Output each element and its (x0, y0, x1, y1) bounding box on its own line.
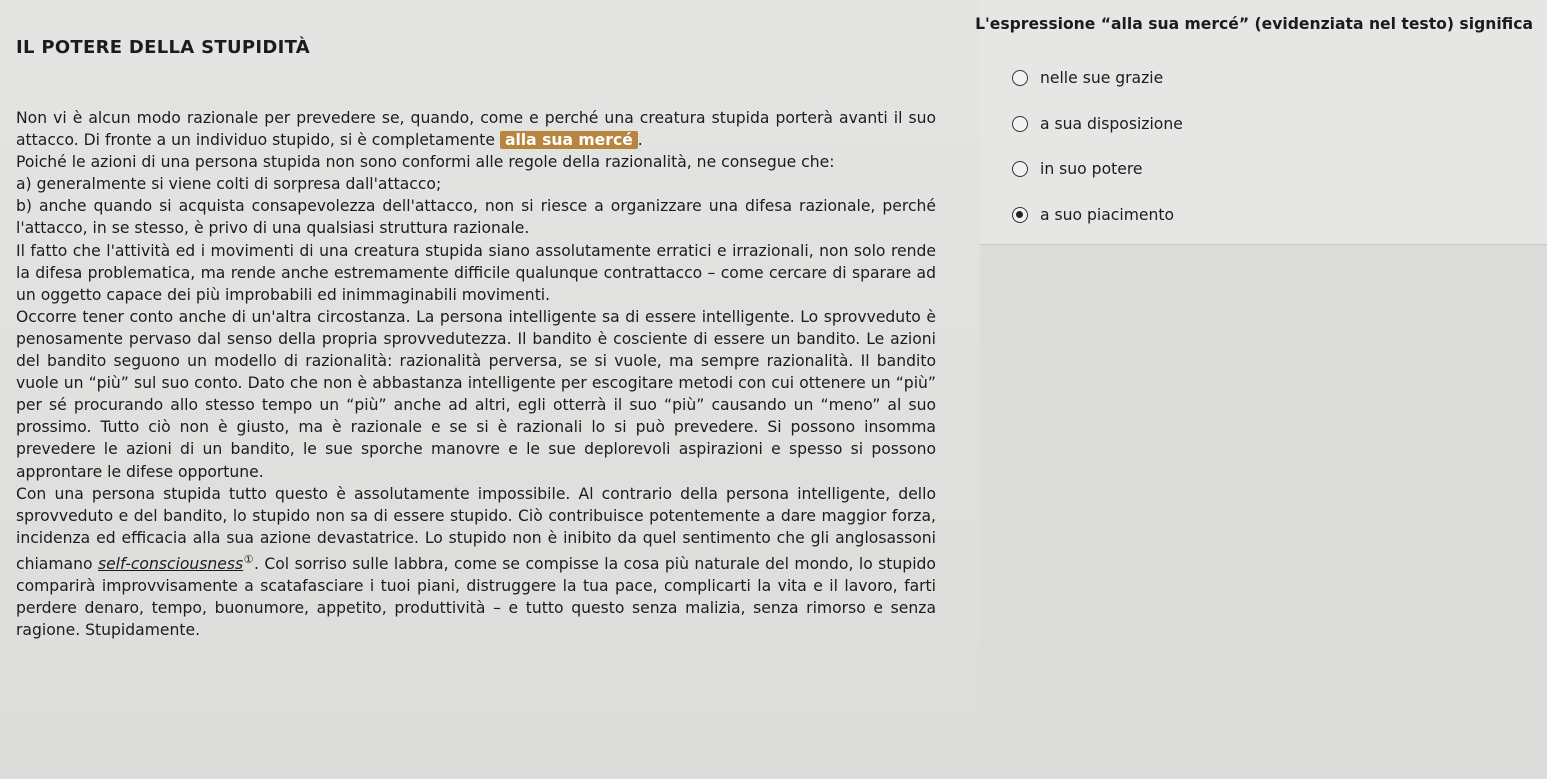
footnote-marker[interactable]: ① (243, 552, 254, 566)
option-label: a suo piacimento (1040, 205, 1175, 224)
paragraph-5: Il fatto che l'attività ed i movimenti di una creatura stupida siano assolutamente erratici e irrazionali, non solo rende la difesa problematica, ma rende anche estremamente difficile qualunque contrattacco – come cercare di sparare ad un oggetto capace dei più improbabili ed inimmaginabili movimenti. (16, 241, 936, 304)
question-text: L'espressione “alla sua mercé” (evidenziata nel testo) significa (975, 15, 1533, 33)
footnote-term[interactable]: self-consciousness (97, 555, 244, 574)
option-nelle-sue-grazie[interactable] (1012, 66, 1183, 90)
radio-selected-icon[interactable] (1012, 207, 1028, 223)
question-text-wrap (975, 14, 1533, 33)
radio-icon[interactable] (1012, 116, 1028, 132)
passage-text (16, 107, 936, 641)
paragraph-1: Non vi è alcun modo razionale per prevedere se, quando, come e perché una creatura stupida porterà avanti il suo attacco. Di fronte a un individuo stupido, si è completamente alla sua mercé . (16, 109, 936, 150)
option-label: a sua disposizione (1040, 114, 1183, 133)
paragraph-6: Occorre tener conto anche di un'altra circostanza. La persona intelligente sa di essere intelligente. Lo sprovveduto è penosamente pervaso dal senso della propria sprovvedutezza. Il bandito è cosciente di essere un bandito. Le azioni del bandito seguono un modello di razionalità: razionalità perversa, se si vuole, ma sempre razionalità. Il bandito vuole un “più” sul suo conto. Dato che non è abbastanza intelligente per escogitare metodi con cui ottenere un “più” per sé procurando allo stesso tempo un “più” anche ad altri, egli otterrà il suo “più” causando un “meno” al suo prossimo. Tutto ciò non è giusto, ma è razionale e se si è razionali lo si può prevedere. Si possono insomma prevedere le azioni di un bandito, le sue sporche manovre e le sue deplorevoli aspirazioni e spesso si possono approntare le difese opportune. (16, 307, 936, 481)
option-label: nelle sue grazie (1040, 69, 1164, 87)
radio-icon[interactable] (1012, 161, 1028, 177)
paragraph-3: a) generalmente si viene colti di sorpresa dall'attacco; (16, 175, 442, 194)
highlighted-expression: alla sua mercé (500, 131, 638, 149)
paragraph-4: b) anche quando si acquista consapevolezza dell'attacco, non si riesce a organizzare una difesa razionale, perché l'attacco, in se stesso, è privo di una qualsiasi struttura razionale. (16, 197, 936, 238)
option-label: in suo potere (1040, 160, 1143, 178)
passage-title: IL POTERE DELLA STUPIDITÀ (16, 37, 310, 58)
option-a-suo-piacimento[interactable] (1012, 203, 1183, 227)
paragraph-7: Con una persona stupida tutto questo è assolutamente impossibile. Al contrario della persona intelligente, dello sprovveduto e del bandito, lo stupido non sa di essere stupido. Ciò contribuisce potentemente a dare maggior forza, incidenza ed efficacia alla sua azione devastatrice. Lo stupido non è inibito da quel sentimento che gli anglosassoni chiamano self-consciousness①. Col sorriso sulle labbra, come se compisse la cosa più naturale del mondo, lo stupido comparirà improvvisamente a scatafasciare i tuoi piani, distruggere la tua pace, complicarti la vita e il lavoro, farti perdere denaro, tempo, buonumore, appetito, produttività – e tutto questo senza malizia, senza rimorso e senza ragione. Stupidamente. (16, 484, 936, 640)
option-a-sua-disposizione[interactable] (1012, 112, 1183, 136)
radio-icon[interactable] (1012, 70, 1028, 86)
paragraph-2: Poiché le azioni di una persona stupida non sono conformi alle regole della razionalità, ne consegue che: (16, 153, 835, 172)
answer-options (1012, 66, 1183, 248)
option-in-suo-potere[interactable] (1012, 157, 1183, 181)
question-panel (975, 0, 1547, 245)
